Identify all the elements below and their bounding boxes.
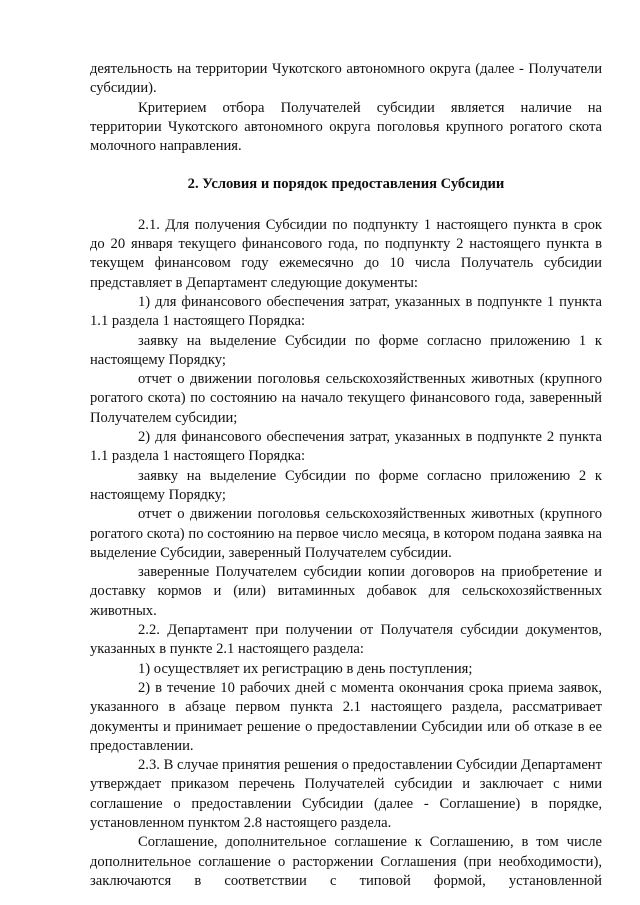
document-page — [90, 60, 602, 891]
paragraph-2-3: 2.3. В случае принятия решения о предоставлении Субсидии Департамент утверждает приказом перечень Получателей субсидии и заключает с ними соглашение о предоставлении Субсидии (далее - Соглашение) в порядке, установленном пунктом 2.8 настоящего раздела. — [90, 757, 602, 831]
paragraph-2-2: 2.2. Департамент при получении от Получателя субсидии документов, указанных в пункте 2.1 настоящего раздела: — [90, 622, 602, 658]
paragraph-2-1-item-2: 2) для финансового обеспечения затрат, указанных в подпункте 2 пункта 1.1 раздела 1 настоящего Порядка: — [90, 429, 602, 465]
paragraph-2-2-item-1: 1) осуществляет их регистрацию в день поступления; — [138, 660, 473, 677]
paragraph-intro-continuation: деятельность на территории Чукотского автономного округа (далее - Получатели субсидии). — [90, 61, 602, 97]
paragraph-2-2-item-2: 2) в течение 10 рабочих дней с момента окончания срока приема заявок, указанного в абзаце первом пункта 2.1 настоящего раздела, рассматривает документы и принимает решение о предоставлении Субсидии или об отказе в ее предоставлении. — [90, 679, 602, 754]
paragraph-2-1-item-2-contracts: заверенные Получателем субсидии копии договоров на приобретение и доставку кормов и (или) витаминных добавок для сельскохозяйственных животных. — [90, 564, 602, 619]
section-heading: 2. Условия и порядок предоставления Субсидии — [187, 176, 505, 193]
paragraph-2-1-item-1-application: заявку на выделение Субсидии по форме согласно приложению 1 к настоящему Порядку; — [90, 332, 602, 368]
paragraph-2-1-item-1: 1) для финансового обеспечения затрат, указанных в подпункте 1 пункта 1.1 раздела 1 настоящего Порядка: — [90, 293, 602, 330]
paragraph-2-1-item-2-report: отчет о движении поголовья сельскохозяйственных животных (крупного рогатого скота) по состоянию на первое число месяца, в котором подана заявка на выделение Субсидии, заверенный Получателем субсидии. — [90, 506, 602, 561]
paragraph-selection-criterion: Критерием отбора Получателей субсидии является наличие на территории Чукотского автономного округа поголовья крупного рогатого скота молочного направления. — [90, 99, 602, 155]
paragraph-2-3-agreement: Соглашение, дополнительное соглашение к Соглашению, в том числе дополнительное соглашение о расторжении Соглашения (при необходимости), заключаются в соответствии с типовой формой, установленной — [90, 834, 602, 889]
paragraph-2-1-item-2-application: заявку на выделение Субсидии по форме согласно приложению 2 к настоящему Порядку; — [90, 467, 602, 503]
paragraph-2-1-item-1-report: отчет о движении поголовья сельскохозяйственных животных (крупного рогатого скота) по состоянию на начало текущего финансового года, заверенный Получателем субсидии; — [90, 371, 602, 426]
paragraph-2-1: 2.1. Для получения Субсидии по подпункту 1 настоящего пункта в срок до 20 января текущего финансового года, по подпункту 2 настоящего пункта в текущем финансовом году ежемесячно до 10 числа Получатель субсидии представляет в Департамент следующие документы: — [90, 216, 602, 291]
